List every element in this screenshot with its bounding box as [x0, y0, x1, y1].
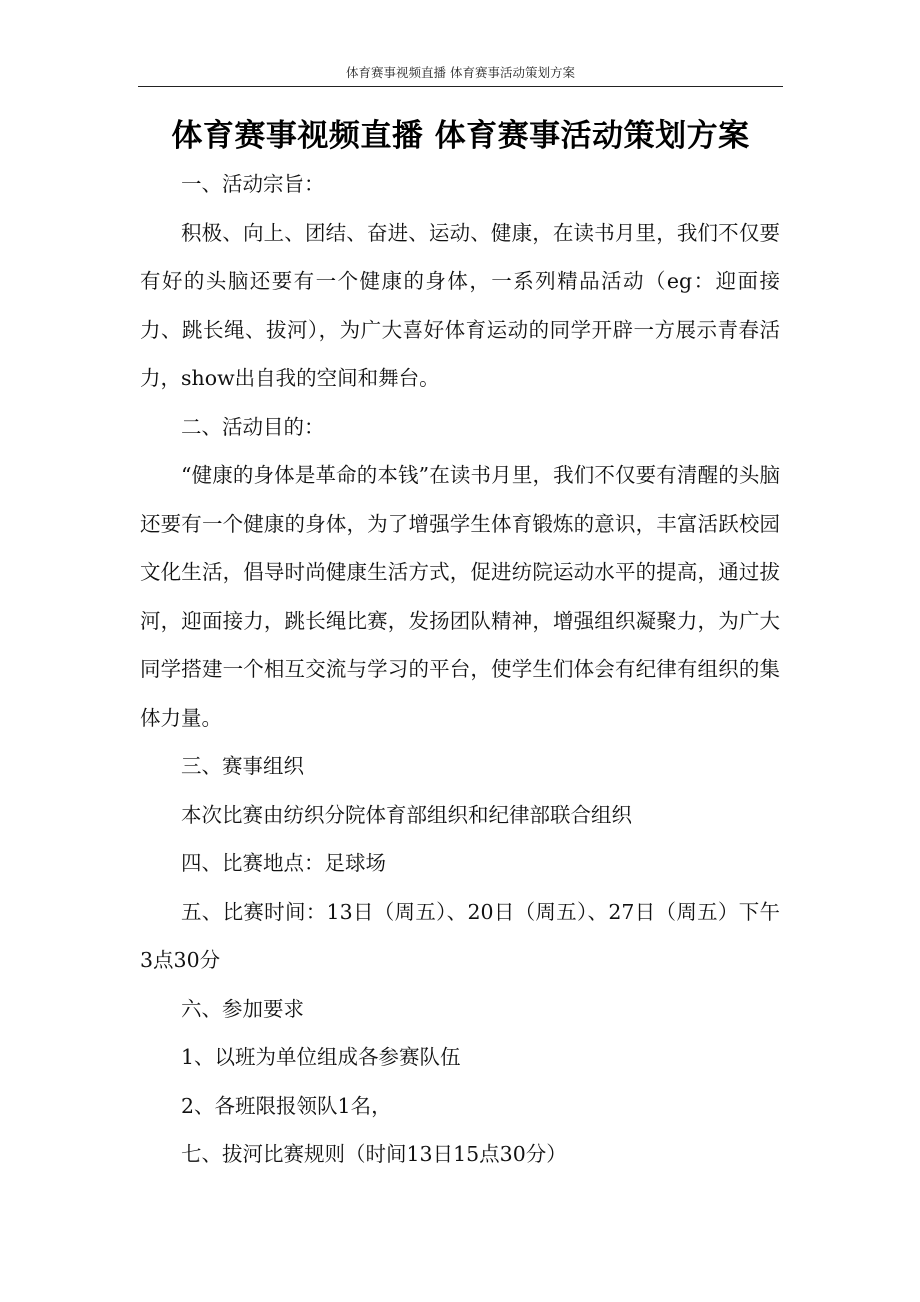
- section-heading-venue: 四、比赛地点：足球场: [181, 851, 386, 875]
- paragraph-goal: “健康的身体是革命的本钱”在读书月里，我们不仅要有清醒的头脑还要有一个健康的身体，为了增强学生体育锻炼的意识，丰富活跃校园文化生活，倡导时尚健康生活方式，促进纺院运动水平的提高，通过拔河，迎面接力，跳长绳比赛，发扬团队精神，增强组织凝聚力，为广大同学搭建一个相互交流与学习的平台，使学生们体会有纪律有组织的集体力量。: [140, 463, 780, 730]
- document-title: 体育赛事视频直播 体育赛事活动策划方案: [171, 118, 750, 154]
- section-heading-goal: 二、活动目的：: [181, 414, 325, 439]
- document-body: [140, 160, 780, 1179]
- paragraph-organization: 本次比赛由纺织分院体育部组织和纪律部联合组织: [181, 802, 632, 827]
- section-heading-tug-of-war-rules: 七、拔河比赛规则（时间13日15点30分）: [181, 1142, 567, 1166]
- section-heading-requirements: 六、参加要求: [181, 996, 304, 1021]
- paragraph-purpose: 积极、向上、团结、奋进、运动、健康，在读书月里，我们不仅要有好的头脑还要有一个健康的身体，一系列精品活动（eg：迎面接力、跳长绳、拔河），为广大喜好体育运动的同学开辟一方展示青春活力，show出自我的空间和舞台。: [140, 220, 780, 390]
- running-header: 体育赛事视频直播 体育赛事活动策划方案: [346, 65, 575, 80]
- requirement-item-2: 2、各班限报领队1名，: [181, 1093, 392, 1118]
- header-rule: [138, 86, 783, 87]
- section-heading-purpose: 一、活动宗旨：: [181, 172, 325, 196]
- section-heading-time: 五、比赛时间：13日（周五）、20日（周五）、27日（周五）下午3点30分: [140, 899, 780, 972]
- section-heading-organization: 三、赛事组织: [181, 754, 304, 778]
- requirement-item-1: 1、以班为单位组成各参赛队伍: [181, 1045, 461, 1069]
